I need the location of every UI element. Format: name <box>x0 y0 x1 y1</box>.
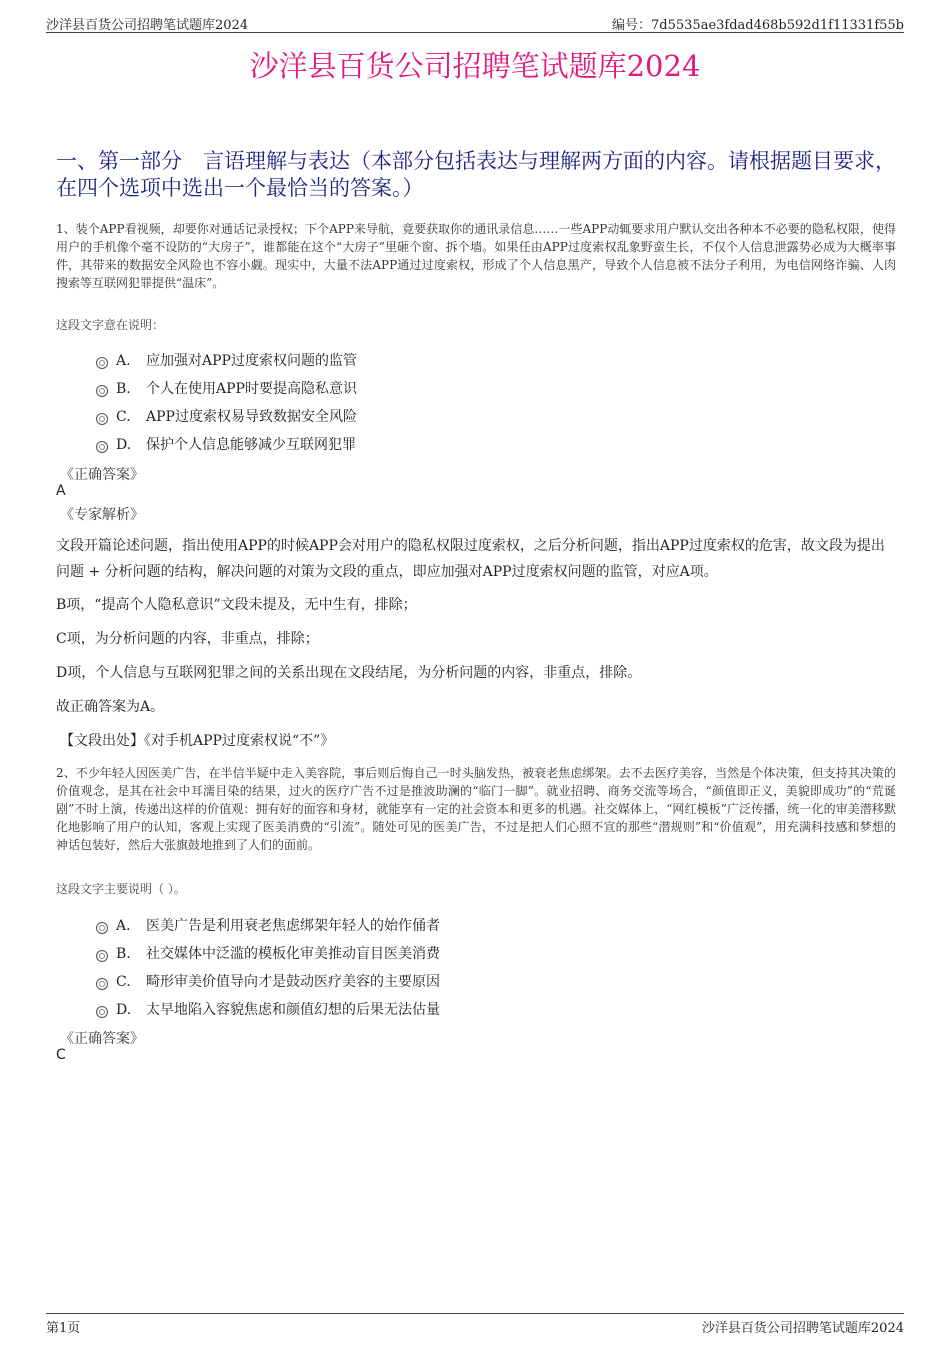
question-2-text: 2、不少年轻人因医美广告，在半信半疑中走入美容院，事后则后悔自己一时头脑发热，被衰老焦虑绑架。去不去医疗美容，当然是个体决策，但支持其决策的价值观念，是其在社会中耳濡目染的结果，过火的医疗广告不过是推波助澜的“临门一脚”。就业招聘、商务交流等场合，“颜值即正义，美貌即成功”的“荒诞剧”不时上演，传递出这样的价值观：拥有好的面容和身材，就能享有一定的社会资本和更多的机遇。社交媒体上，“网红模板”广泛传播，统一化的审美潜移默化地影响了用户的认知，客观上实现了医美消费的“引流”。随处可见的医美广告，不过是把人们心照不宣的那些“潜规则”和“价值观”，用充满科技感和梦想的神话包装好，然后大张旗鼓地推到了人们的面前。 <box>56 766 896 852</box>
q1-analysis-label: 《专家解析》 <box>60 507 144 523</box>
page-number: 第1页 <box>46 1321 81 1336</box>
page-footer <box>46 1313 904 1334</box>
q1-analysis-para-5: 故正确答案为A。 <box>56 699 165 715</box>
q1-option-a[interactable]: A. 应加强对APP过度索权问题的监管 <box>96 350 357 372</box>
header-right: 编号：7d5535ae3fdad468b592d1f11331f55b <box>612 18 904 33</box>
question-1-text: 1、装个APP看视频，却要你对通话记录授权；下个APP来导航，竟要获取你的通讯录信息……一些APP动辄要求用户默认交出各种本不必要的隐私权限，使得用户的手机像个毫不设防的“大房子”，谁都能在这个“大房子”里砸个窗、拆个墙。如果任由APP过度索权乱象野蛮生长，不仅个人信息泄露势必成为大概率事件，其带来的数据安全风险也不容小觑。现实中，大量不法APP通过过度索权，形成了个人信息黑产，导致个人信息被不法分子利用，为电信网络诈骗、人肉搜索等互联网犯罪提供“温床”。 <box>56 222 896 290</box>
q1-analysis-para-4: D项，个人信息与互联网犯罪之间的关系出现在文段结尾，为分析问题的内容，非重点，排除。 <box>56 665 642 681</box>
q1-option-d[interactable]: D. 保护个人信息能够减少互联网犯罪 <box>96 434 356 456</box>
q2-answer-label: 《正确答案》 <box>60 1031 144 1047</box>
radio-icon[interactable] <box>96 441 108 453</box>
q1-option-c[interactable]: C. APP过度索权易导致数据安全风险 <box>96 406 357 428</box>
footer-right: 沙洋县百货公司招聘笔试题库2024 <box>701 1321 904 1336</box>
q1-analysis-para-1: 文段开篇论述问题，指出使用APP的时候APP会对用户的隐私权限过度索权，之后分析问题，指出APP过度索权的危害，故文段为提出问题 + 分析问题的结构，解决问题的对策为文段的重点，即应加强对APP过度索权问题的监管，对应A项。 <box>56 538 885 580</box>
q2-option-d[interactable]: D. 太早地陷入容貌焦虑和颜值幻想的后果无法估量 <box>96 999 440 1021</box>
radio-icon[interactable] <box>96 978 108 990</box>
page-title: 沙洋县百货公司招聘笔试题库2024 <box>249 49 701 83</box>
radio-icon[interactable] <box>96 950 108 962</box>
radio-icon[interactable] <box>96 1006 108 1018</box>
radio-icon[interactable] <box>96 385 108 397</box>
radio-icon[interactable] <box>96 413 108 425</box>
q1-answer-label: 《正确答案》 <box>60 467 144 483</box>
radio-icon[interactable] <box>96 922 108 934</box>
header-left: 沙洋县百货公司招聘笔试题库2024 <box>46 18 249 33</box>
q1-answer: A <box>56 483 66 499</box>
question-2-prompt: 这段文字主要说明（ ）。 <box>56 882 186 896</box>
page-header <box>46 14 904 33</box>
q2-option-a[interactable]: A. 医美广告是利用衰老焦虑绑架年轻人的始作俑者 <box>96 915 440 937</box>
q2-answer: C <box>56 1047 66 1063</box>
q2-option-b[interactable]: B. 社交媒体中泛滥的模板化审美推动盲目医美消费 <box>96 943 440 965</box>
q2-option-c[interactable]: C. 畸形审美价值导向才是鼓动医疗美容的主要原因 <box>96 971 440 993</box>
section-title: 一、第一部分 言语理解与表达（本部分包括表达与理解两方面的内容。请根据题目要求，在四个选项中选出一个最恰当的答案。） <box>56 149 896 200</box>
q1-analysis-para-2: B项，“提高个人隐私意识”文段未提及，无中生有，排除； <box>56 597 417 613</box>
q1-analysis-para-3: C项，为分析问题的内容，非重点，排除； <box>56 631 319 647</box>
q1-option-b[interactable]: B. 个人在使用APP时要提高隐私意识 <box>96 378 357 400</box>
question-1-prompt: 这段文字意在说明： <box>56 318 165 332</box>
q1-source: 【文段出处】《对手机APP过度索权说“不”》 <box>60 733 335 749</box>
radio-icon[interactable] <box>96 357 108 369</box>
